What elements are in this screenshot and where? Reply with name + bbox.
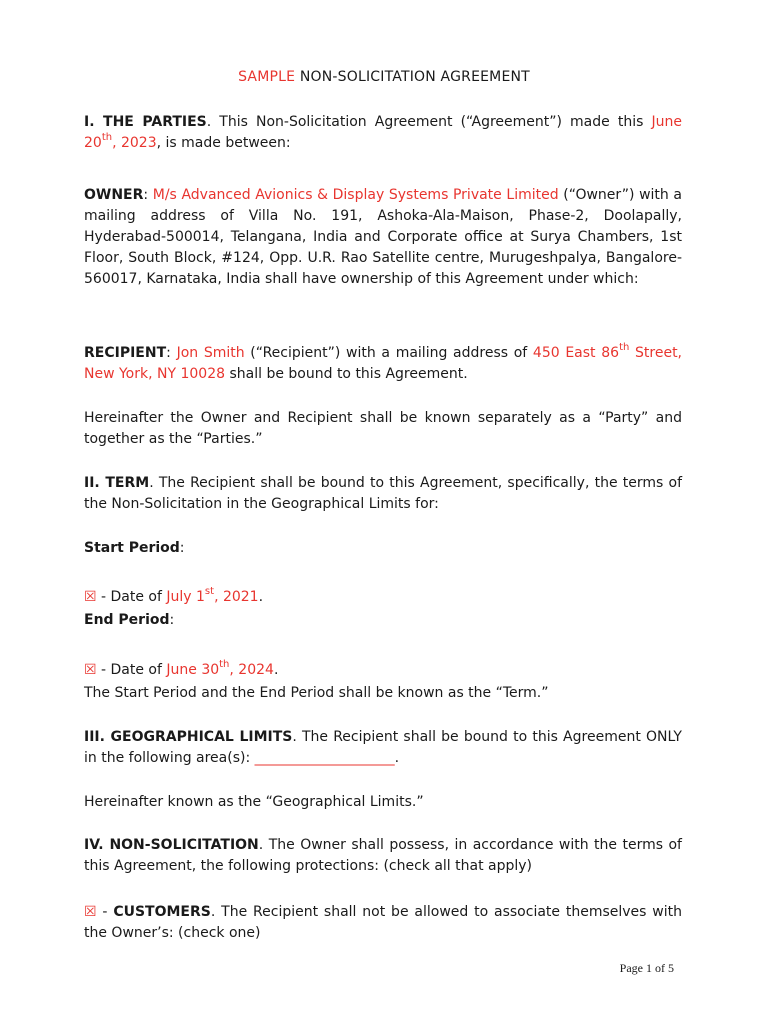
recipient-label: RECIPIENT [84, 345, 167, 361]
hereinafter-parties: Hereinafter the Owner and Recipient shall be known separately as a “Party” and together as the “Parties.” [84, 410, 682, 447]
customers-heading: CUSTOMERS [113, 904, 211, 920]
start-period-label: Start Period: [84, 540, 185, 556]
nonsolicit-paragraph: IV. NON-SOLICITATION. The Owner shall possess, in accordance with the terms of this Agreement, the following protections: (check all that apply) [84, 837, 682, 874]
geo-paragraph: III. GEOGRAPHICAL LIMITS. The Recipient shall be bound to this Agreement ONLY in the following area(s): ____________________. [84, 729, 682, 766]
customers-paragraph: ☒ - CUSTOMERS. The Recipient shall not be allowed to associate themselves with the Owner’s: (check one) [84, 904, 683, 941]
term-note: The Start Period and the End Period shall be known as the “Term.” [84, 685, 549, 701]
end-period-line: ☒ - Date of June 30th, 2024. [84, 659, 279, 678]
nonsolicit-heading: IV. NON-SOLICITATION [84, 837, 259, 853]
end-date: June 30th, 2024 [166, 659, 274, 678]
start-period-line: ☒ - Date of July 1st, 2021. [84, 586, 264, 605]
end-checkbox[interactable]: ☒ [84, 662, 97, 678]
recipient-address: 450 East 86th Street, New York, NY 10028 [84, 342, 683, 382]
parties-heading: I. THE PARTIES [84, 114, 207, 130]
title-rest: NON-SOLICITATION AGREEMENT [299, 69, 530, 85]
page-number: Page 1 of 5 [619, 961, 674, 975]
parties-tail: , is made between: [156, 135, 291, 151]
parties-paragraph [84, 112, 682, 154]
geo-blank-field[interactable]: ____________________ [254, 750, 395, 766]
parties-intro: . This Non-Solicitation Agreement (“Agreement”) made this [206, 114, 644, 130]
owner-paragraph: OWNER: M/s Advanced Avionics & Display Systems Private Limited (“Owner”) with a mailing address of Villa No. 191, Ashoka-Ala-Maison, Phase-2, Doolapally, Hyderabad-500014, Telangana, India and Corporate office at Surya Chambers, 1st Floor, South Block, #124, Opp. U.R. Rao Satellite centre, Murugeshpalya, Bangalore-560017, Karnataka, India shall have ownership of this Agreement under which: [84, 187, 682, 287]
title-sample: SAMPLE [238, 69, 296, 85]
agreement-date: June 20th, 2023 [84, 114, 682, 151]
recipient-name: Jon Smith [176, 345, 245, 361]
owner-label: OWNER [84, 187, 144, 203]
owner-name: M/s Advanced Avionics & Display Systems Private Limited [152, 187, 559, 203]
document-title [0, 69, 768, 85]
start-checkbox[interactable]: ☒ [84, 589, 97, 605]
start-date: July 1st, 2021 [166, 586, 259, 605]
recipient-paragraph: RECIPIENT: Jon Smith (“Recipient”) with a mailing address of 450 East 86th Street, New York, NY 10028 shall be bound to this Agreement. [84, 342, 683, 382]
owner-text: (“Owner”) with a mailing address of Villa No. 191, Ashoka-Ala-Maison, Phase-2, Doolapally, Hyderabad-500014, Telangana, India and Corporate office at Surya Chambers, 1st Floor, South Block, #124, Opp. U.R. Rao Satellite centre, Murugeshpalya, Bangalore-560017, Karnataka, India shall have ownership of this Agreement under which: [84, 187, 682, 287]
customers-checkbox[interactable]: ☒ [84, 904, 97, 920]
geo-heading: III. GEOGRAPHICAL LIMITS [84, 729, 293, 745]
term-paragraph: II. TERM. The Recipient shall be bound to this Agreement, specifically, the terms of the Non-Solicitation in the Geographical Limits for: [84, 475, 683, 512]
end-period-label: End Period: [84, 612, 175, 628]
geo-note: Hereinafter known as the “Geographical Limits.” [84, 794, 424, 810]
term-heading: II. TERM [84, 475, 150, 491]
